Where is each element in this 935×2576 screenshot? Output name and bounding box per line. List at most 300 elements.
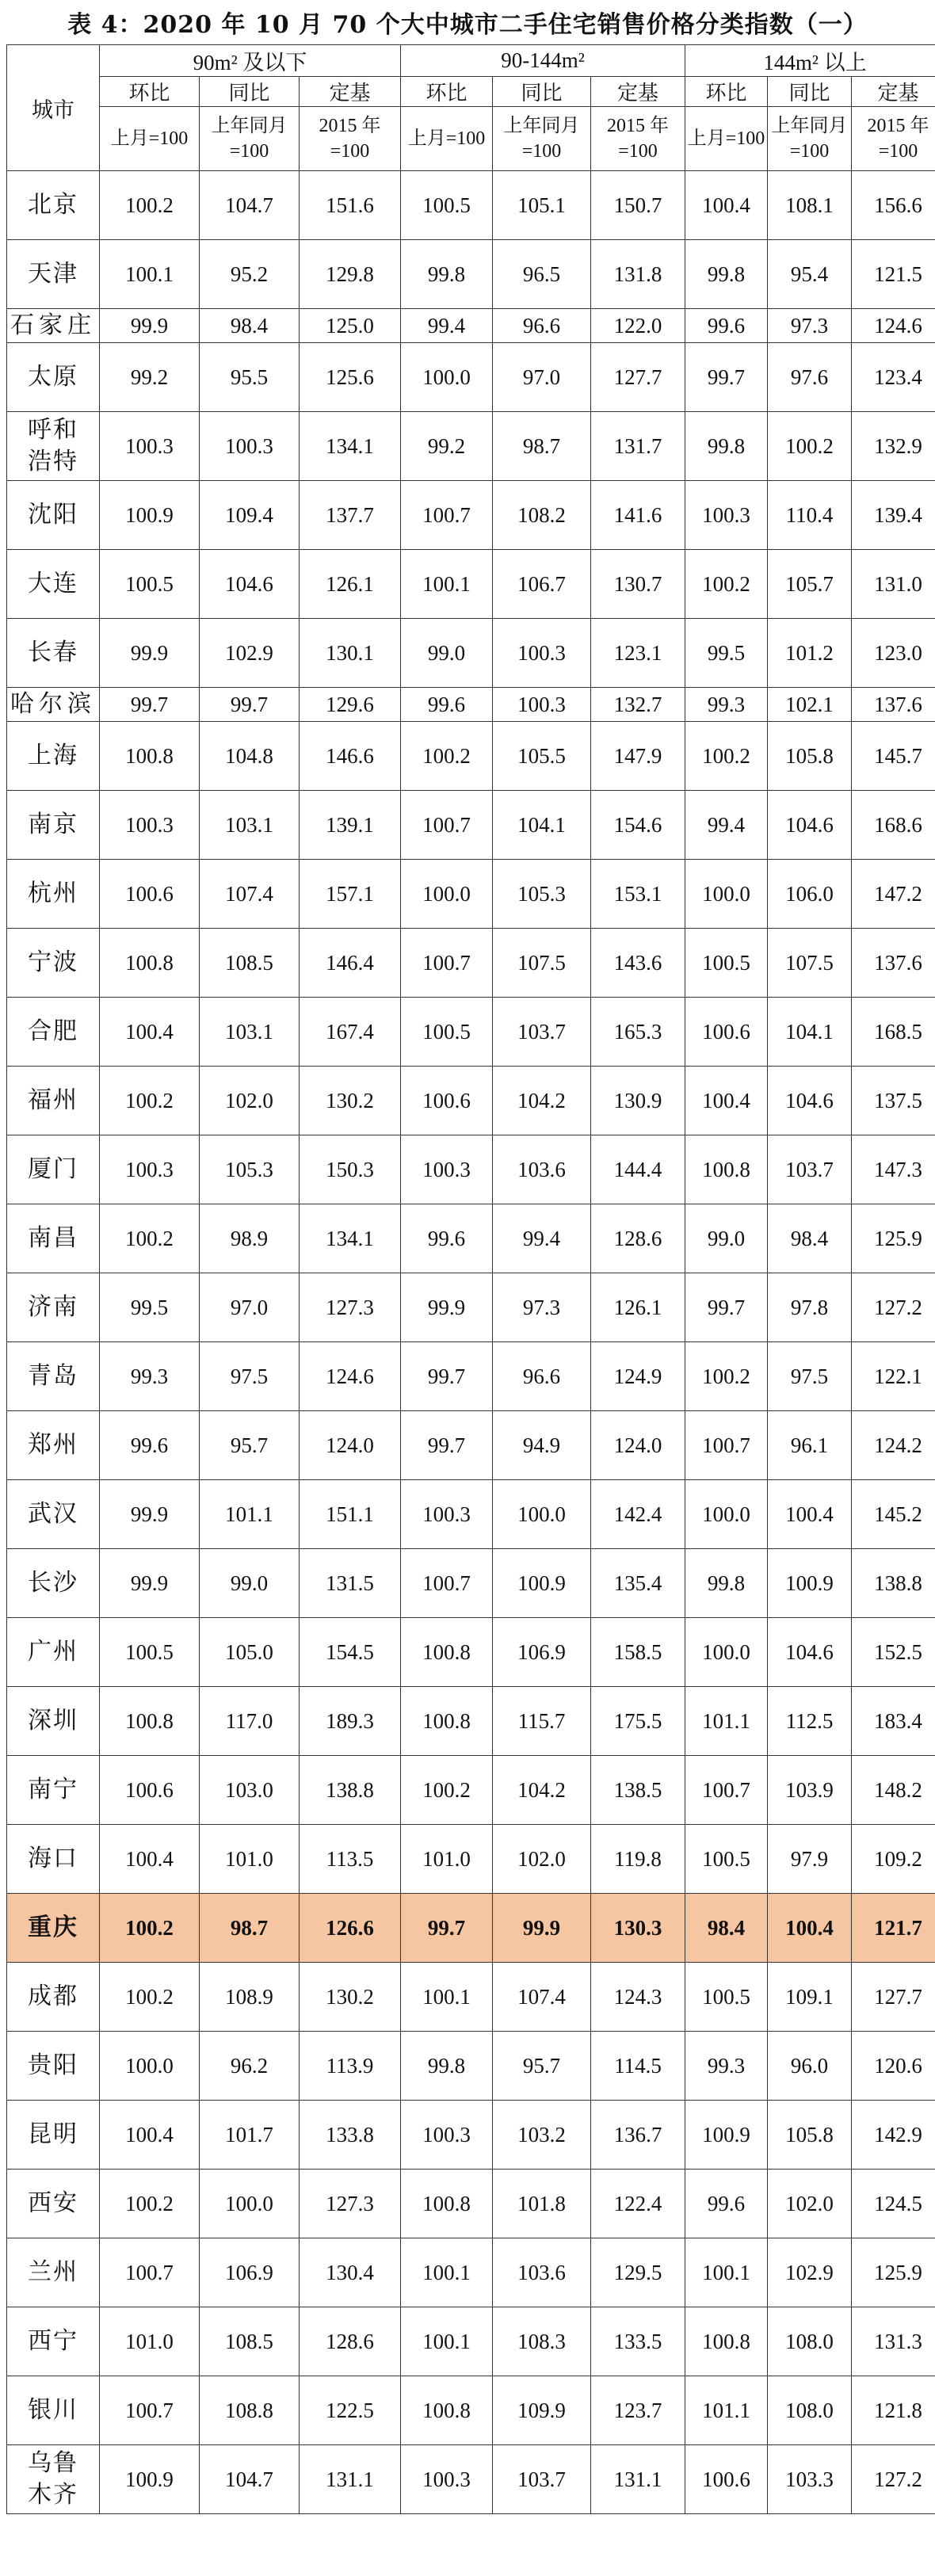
value-cell: 150.7 (591, 171, 685, 240)
value-cell: 100.7 (401, 929, 493, 998)
city-column-header: 城市 (7, 45, 100, 171)
value-cell: 102.9 (768, 2238, 852, 2307)
value-cell: 100.9 (768, 1549, 852, 1618)
value-cell: 100.3 (100, 791, 200, 860)
value-cell: 108.1 (768, 171, 852, 240)
value-cell: 99.9 (100, 309, 200, 343)
value-cell: 105.7 (768, 550, 852, 619)
table-row (7, 481, 935, 550)
value-cell: 168.6 (852, 791, 935, 860)
value-cell: 145.7 (852, 722, 935, 791)
value-cell: 137.6 (852, 929, 935, 998)
value-cell: 99.3 (100, 1342, 200, 1411)
value-cell: 104.7 (200, 171, 300, 240)
value-cell: 100.6 (100, 1756, 200, 1825)
value-cell: 97.0 (200, 1273, 300, 1342)
value-cell: 131.3 (852, 2307, 935, 2376)
value-cell: 122.1 (852, 1342, 935, 1411)
value-cell: 152.5 (852, 1618, 935, 1687)
city-cell (7, 619, 100, 688)
value-cell: 99.6 (100, 1411, 200, 1480)
value-cell: 100.2 (100, 1204, 200, 1273)
value-cell: 137.7 (300, 481, 401, 550)
value-cell: 103.6 (493, 2238, 591, 2307)
value-cell: 119.8 (591, 1825, 685, 1894)
value-cell: 97.9 (768, 1825, 852, 1894)
city-name: 昆明 (28, 2121, 78, 2147)
value-cell: 109.2 (852, 1825, 935, 1894)
value-cell: 95.4 (768, 240, 852, 309)
value-cell: 100.0 (685, 1480, 768, 1549)
table-row (7, 1756, 935, 1825)
city-name: 呼和浩特 (28, 417, 78, 475)
value-cell: 125.9 (852, 1204, 935, 1273)
value-cell: 108.9 (200, 1963, 300, 2032)
city-name: 宁波 (28, 949, 78, 975)
value-cell: 130.3 (591, 1894, 685, 1963)
value-cell: 168.5 (852, 998, 935, 1067)
value-cell: 100.7 (100, 2376, 200, 2445)
value-cell: 99.8 (685, 1549, 768, 1618)
value-cell: 100.6 (401, 1067, 493, 1135)
value-cell: 100.8 (685, 1135, 768, 1204)
value-cell: 103.0 (200, 1756, 300, 1825)
metric-header: 同比 (200, 77, 300, 107)
value-cell: 99.7 (200, 688, 300, 722)
value-cell: 131.1 (591, 2445, 685, 2514)
value-cell: 113.9 (300, 2032, 401, 2101)
table-row (7, 2307, 935, 2376)
value-cell: 99.8 (685, 240, 768, 309)
value-cell: 141.6 (591, 481, 685, 550)
value-cell: 100.1 (401, 2238, 493, 2307)
value-cell: 127.3 (300, 2170, 401, 2238)
table-row (7, 1963, 935, 2032)
value-cell: 128.6 (300, 2307, 401, 2376)
value-cell: 138.8 (852, 1549, 935, 1618)
value-cell: 100.2 (100, 1894, 200, 1963)
value-cell: 104.8 (200, 722, 300, 791)
city-cell (7, 171, 100, 240)
city-cell (7, 1894, 100, 1963)
city-name: 武汉 (28, 1501, 78, 1527)
value-cell: 105.8 (768, 2101, 852, 2170)
value-cell: 105.0 (200, 1618, 300, 1687)
value-cell: 99.3 (685, 688, 768, 722)
city-name: 青岛 (28, 1363, 78, 1389)
value-cell: 95.7 (200, 1411, 300, 1480)
value-cell: 99.7 (401, 1411, 493, 1480)
value-cell: 154.6 (591, 791, 685, 860)
value-cell: 131.0 (852, 550, 935, 619)
value-cell: 100.8 (401, 2376, 493, 2445)
table-row (7, 1273, 935, 1342)
value-cell: 106.9 (200, 2238, 300, 2307)
value-cell: 147.3 (852, 1135, 935, 1204)
table-row (7, 688, 935, 722)
value-cell: 98.4 (768, 1204, 852, 1273)
value-cell: 103.7 (493, 2445, 591, 2514)
table-row (7, 1067, 935, 1135)
value-cell: 100.2 (685, 550, 768, 619)
value-cell: 101.0 (401, 1825, 493, 1894)
table-row (7, 1411, 935, 1480)
table-row (7, 929, 935, 998)
value-cell: 125.9 (852, 2238, 935, 2307)
value-cell: 100.5 (100, 1618, 200, 1687)
value-cell: 122.5 (300, 2376, 401, 2445)
value-cell: 139.4 (852, 481, 935, 550)
base-header: 上年同月=100 (493, 107, 591, 171)
value-cell: 96.1 (768, 1411, 852, 1480)
value-cell: 99.7 (401, 1894, 493, 1963)
value-cell: 98.7 (493, 412, 591, 481)
city-cell (7, 1687, 100, 1756)
value-cell: 97.6 (768, 343, 852, 412)
metric-header: 定基 (300, 77, 401, 107)
value-cell: 145.2 (852, 1480, 935, 1549)
value-cell: 103.6 (493, 1135, 591, 1204)
value-cell: 100.8 (100, 929, 200, 998)
value-cell: 104.6 (768, 1067, 852, 1135)
value-cell: 96.0 (768, 2032, 852, 2101)
value-cell: 99.4 (493, 1204, 591, 1273)
value-cell: 99.4 (685, 791, 768, 860)
base-header: 2015 年=100 (591, 107, 685, 171)
city-name: 重庆 (28, 1914, 78, 1941)
value-cell: 100.2 (100, 1963, 200, 2032)
value-cell: 100.3 (200, 412, 300, 481)
value-cell: 101.0 (100, 2307, 200, 2376)
value-cell: 105.3 (200, 1135, 300, 1204)
value-cell: 102.0 (200, 1067, 300, 1135)
value-cell: 104.2 (493, 1067, 591, 1135)
value-cell: 129.6 (300, 688, 401, 722)
value-cell: 103.2 (493, 2101, 591, 2170)
value-cell: 130.4 (300, 2238, 401, 2307)
value-cell: 103.7 (493, 998, 591, 1067)
value-cell: 101.1 (685, 1687, 768, 1756)
table-row (7, 860, 935, 929)
value-cell: 130.2 (300, 1963, 401, 2032)
table-row-highlighted (7, 1894, 935, 1963)
value-cell: 99.9 (100, 1549, 200, 1618)
value-cell: 100.9 (100, 481, 200, 550)
value-cell: 102.9 (200, 619, 300, 688)
base-header: 上月=100 (100, 107, 200, 171)
value-cell: 131.1 (300, 2445, 401, 2514)
header-row-base (7, 107, 935, 171)
value-cell: 147.2 (852, 860, 935, 929)
value-cell: 100.4 (100, 1825, 200, 1894)
value-cell: 131.5 (300, 1549, 401, 1618)
value-cell: 99.9 (100, 619, 200, 688)
value-cell: 105.8 (768, 722, 852, 791)
city-cell (7, 1549, 100, 1618)
value-cell: 183.4 (852, 1687, 935, 1756)
city-name: 乌鲁木齐 (28, 2450, 78, 2508)
value-cell: 137.5 (852, 1067, 935, 1135)
value-cell: 109.9 (493, 2376, 591, 2445)
value-cell: 127.7 (591, 343, 685, 412)
value-cell: 122.4 (591, 2170, 685, 2238)
city-name: 厦门 (28, 1156, 78, 1182)
city-name: 济南 (28, 1294, 78, 1320)
city-name: 太原 (28, 364, 78, 390)
city-cell (7, 722, 100, 791)
value-cell: 97.5 (200, 1342, 300, 1411)
city-cell (7, 688, 100, 722)
value-cell: 100.7 (685, 1756, 768, 1825)
value-cell: 100.7 (401, 481, 493, 550)
value-cell: 100.2 (401, 722, 493, 791)
value-cell: 100.6 (685, 2445, 768, 2514)
group-header: 144m² 以上 (685, 45, 935, 77)
city-name: 福州 (28, 1087, 78, 1113)
value-cell: 130.1 (300, 619, 401, 688)
table-title: 表 4：2020 年 10 月 70 个大中城市二手住宅销售价格分类指数（一） (67, 11, 868, 39)
value-cell: 100.0 (100, 2032, 200, 2101)
value-cell: 100.4 (768, 1894, 852, 1963)
value-cell: 100.5 (685, 1963, 768, 2032)
value-cell: 104.1 (768, 998, 852, 1067)
value-cell: 99.5 (685, 619, 768, 688)
value-cell: 99.5 (100, 1273, 200, 1342)
value-cell: 100.3 (100, 1135, 200, 1204)
value-cell: 108.5 (200, 929, 300, 998)
value-cell: 99.0 (401, 619, 493, 688)
value-cell: 100.0 (493, 1480, 591, 1549)
value-cell: 122.0 (591, 309, 685, 343)
value-cell: 100.7 (685, 1411, 768, 1480)
value-cell: 105.3 (493, 860, 591, 929)
city-cell (7, 550, 100, 619)
city-name: 哈尔滨 (10, 691, 96, 717)
table-row (7, 171, 935, 240)
value-cell: 100.3 (401, 1480, 493, 1549)
value-cell: 128.6 (591, 1204, 685, 1273)
value-cell: 105.1 (493, 171, 591, 240)
value-cell: 95.2 (200, 240, 300, 309)
value-cell: 99.7 (685, 1273, 768, 1342)
value-cell: 123.1 (591, 619, 685, 688)
value-cell: 146.4 (300, 929, 401, 998)
value-cell: 104.6 (768, 791, 852, 860)
value-cell: 121.7 (852, 1894, 935, 1963)
value-cell: 97.0 (493, 343, 591, 412)
value-cell: 100.8 (401, 1687, 493, 1756)
table-row (7, 2101, 935, 2170)
base-header: 上月=100 (685, 107, 768, 171)
value-cell: 99.2 (401, 412, 493, 481)
value-cell: 108.3 (493, 2307, 591, 2376)
city-name: 深圳 (28, 1708, 78, 1734)
value-cell: 127.3 (300, 1273, 401, 1342)
city-cell (7, 1135, 100, 1204)
city-name: 长春 (28, 639, 78, 666)
city-cell (7, 929, 100, 998)
table-row (7, 1480, 935, 1549)
value-cell: 100.8 (100, 1687, 200, 1756)
value-cell: 100.5 (685, 929, 768, 998)
value-cell: 96.6 (493, 1342, 591, 1411)
value-cell: 100.4 (100, 2101, 200, 2170)
value-cell: 100.4 (685, 1067, 768, 1135)
value-cell: 106.7 (493, 550, 591, 619)
value-cell: 158.5 (591, 1618, 685, 1687)
city-cell (7, 2101, 100, 2170)
value-cell: 100.8 (401, 2170, 493, 2238)
value-cell: 130.7 (591, 550, 685, 619)
value-cell: 107.5 (493, 929, 591, 998)
value-cell: 99.6 (401, 688, 493, 722)
value-cell: 94.9 (493, 1411, 591, 1480)
value-cell: 121.8 (852, 2376, 935, 2445)
city-cell (7, 2445, 100, 2514)
table-row (7, 998, 935, 1067)
value-cell: 129.5 (591, 2238, 685, 2307)
city-cell (7, 1963, 100, 2032)
value-cell: 96.5 (493, 240, 591, 309)
value-cell: 98.4 (200, 309, 300, 343)
city-cell (7, 791, 100, 860)
city-name: 沈阳 (28, 502, 78, 528)
table-row (7, 2170, 935, 2238)
value-cell: 99.0 (200, 1549, 300, 1618)
value-cell: 104.7 (200, 2445, 300, 2514)
value-cell: 107.5 (768, 929, 852, 998)
value-cell: 99.9 (100, 1480, 200, 1549)
value-cell: 100.7 (401, 1549, 493, 1618)
value-cell: 133.8 (300, 2101, 401, 2170)
value-cell: 100.3 (401, 1135, 493, 1204)
value-cell: 100.5 (685, 1825, 768, 1894)
value-cell: 99.6 (685, 2170, 768, 2238)
value-cell: 99.8 (685, 412, 768, 481)
city-name: 西安 (28, 2190, 78, 2216)
metric-header: 环比 (401, 77, 493, 107)
table-body (7, 171, 935, 2514)
value-cell: 99.7 (685, 343, 768, 412)
value-cell: 98.9 (200, 1204, 300, 1273)
city-cell (7, 1067, 100, 1135)
table-row (7, 412, 935, 481)
value-cell: 144.4 (591, 1135, 685, 1204)
value-cell: 100.2 (401, 1756, 493, 1825)
value-cell: 131.7 (591, 412, 685, 481)
value-cell: 97.3 (493, 1273, 591, 1342)
value-cell: 142.9 (852, 2101, 935, 2170)
value-cell: 108.0 (768, 2307, 852, 2376)
table-row (7, 2445, 935, 2514)
city-cell (7, 1342, 100, 1411)
city-name: 兰州 (28, 2259, 78, 2285)
value-cell: 96.2 (200, 2032, 300, 2101)
city-name: 南昌 (28, 1225, 78, 1251)
value-cell: 103.9 (768, 1756, 852, 1825)
value-cell: 112.5 (768, 1687, 852, 1756)
table-row (7, 1204, 935, 1273)
value-cell: 105.5 (493, 722, 591, 791)
value-cell: 135.4 (591, 1549, 685, 1618)
city-cell (7, 412, 100, 481)
value-cell: 96.6 (493, 309, 591, 343)
value-cell: 129.8 (300, 240, 401, 309)
table-row (7, 722, 935, 791)
city-name: 南京 (28, 811, 78, 838)
value-cell: 126.6 (300, 1894, 401, 1963)
value-cell: 110.4 (768, 481, 852, 550)
value-cell: 97.3 (768, 309, 852, 343)
value-cell: 124.0 (591, 1411, 685, 1480)
city-name: 贵阳 (28, 2052, 78, 2078)
value-cell: 99.2 (100, 343, 200, 412)
city-cell (7, 343, 100, 412)
metric-header: 同比 (768, 77, 852, 107)
value-cell: 100.1 (685, 2238, 768, 2307)
value-cell: 100.3 (401, 2101, 493, 2170)
city-name: 成都 (28, 1983, 78, 2009)
value-cell: 100.5 (100, 550, 200, 619)
value-cell: 102.1 (768, 688, 852, 722)
metric-header: 定基 (852, 77, 935, 107)
value-cell: 138.8 (300, 1756, 401, 1825)
value-cell: 98.7 (200, 1894, 300, 1963)
value-cell: 125.6 (300, 343, 401, 412)
value-cell: 130.9 (591, 1067, 685, 1135)
value-cell: 100.2 (685, 1342, 768, 1411)
value-cell: 132.7 (591, 688, 685, 722)
value-cell: 134.1 (300, 412, 401, 481)
table-row (7, 1549, 935, 1618)
value-cell: 154.5 (300, 1618, 401, 1687)
table-row (7, 2238, 935, 2307)
value-cell: 131.8 (591, 240, 685, 309)
value-cell: 102.0 (493, 1825, 591, 1894)
value-cell: 100.0 (401, 860, 493, 929)
value-cell: 100.1 (401, 1963, 493, 2032)
city-cell (7, 998, 100, 1067)
value-cell: 117.0 (200, 1687, 300, 1756)
city-cell (7, 2032, 100, 2101)
city-name: 长沙 (28, 1570, 78, 1596)
value-cell: 100.7 (401, 791, 493, 860)
value-cell: 100.3 (401, 2445, 493, 2514)
value-cell: 100.8 (685, 2307, 768, 2376)
table-row (7, 309, 935, 343)
value-cell: 104.1 (493, 791, 591, 860)
metric-header: 定基 (591, 77, 685, 107)
value-cell: 99.9 (493, 1894, 591, 1963)
value-cell: 106.9 (493, 1618, 591, 1687)
value-cell: 153.1 (591, 860, 685, 929)
table-row (7, 343, 935, 412)
city-cell (7, 1411, 100, 1480)
value-cell: 95.7 (493, 2032, 591, 2101)
value-cell: 100.5 (401, 171, 493, 240)
value-cell: 124.2 (852, 1411, 935, 1480)
value-cell: 124.6 (300, 1342, 401, 1411)
value-cell: 99.7 (401, 1342, 493, 1411)
value-cell: 102.0 (768, 2170, 852, 2238)
table-row (7, 1342, 935, 1411)
value-cell: 107.4 (200, 860, 300, 929)
value-cell: 100.2 (100, 1067, 200, 1135)
value-cell: 99.8 (401, 2032, 493, 2101)
value-cell: 97.8 (768, 1273, 852, 1342)
value-cell: 100.5 (401, 998, 493, 1067)
value-cell: 150.3 (300, 1135, 401, 1204)
